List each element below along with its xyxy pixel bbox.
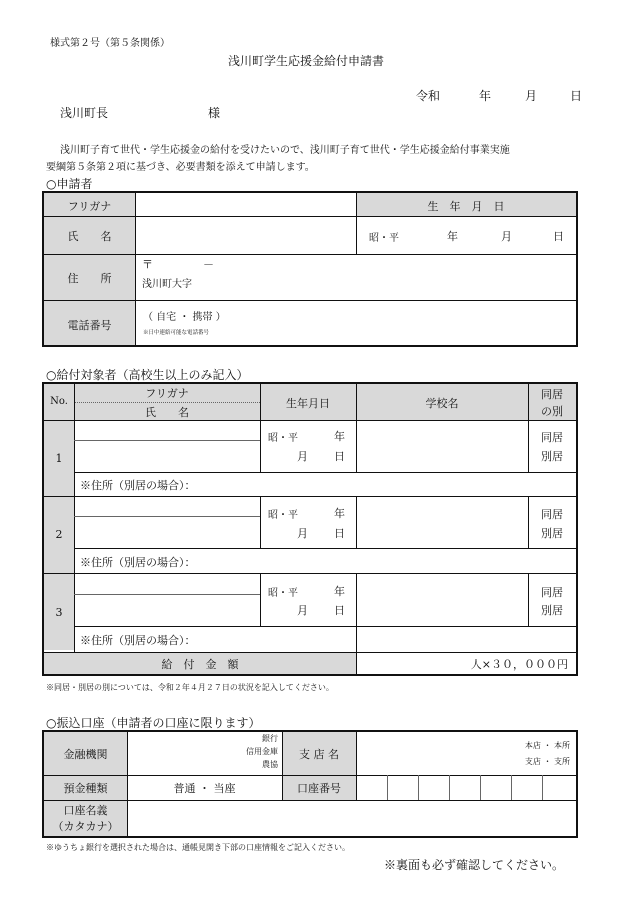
phone-note: ※日中連絡可能な電話番号 <box>143 330 210 336</box>
postal-mark: 〒 <box>142 258 153 271</box>
applicant-birth-era: 昭・平 <box>369 233 399 244</box>
recipient-birth-era: 昭・平 <box>268 588 298 599</box>
intro-line-1: 浅川町子育て世代・学生応援金の給付を受けたいので、浅川町子育て世代・学生応援金給付事業実施 <box>60 145 510 156</box>
recipient-birth-day: 日 <box>334 604 345 617</box>
addressee-name: 浅川町長 <box>60 106 109 120</box>
date-era: 令和 <box>416 89 441 103</box>
recipients-footnote: ※同居・別居の別については、令和２年４月２７日の状況を記入してください。 <box>46 683 334 692</box>
page-title: 浅川町学生応援金給付申請書 <box>228 54 385 68</box>
phone-options: （ 自宅 ・ 携帯 ） <box>143 312 226 323</box>
cohab-option[interactable]: 同居 <box>541 586 563 599</box>
applicant-birth-label: 生 年 月 日 <box>427 200 505 213</box>
institution-name-input[interactable] <box>129 734 199 772</box>
cohab-option[interactable]: 同居 <box>541 508 563 521</box>
amount-label: 給 付 金 額 <box>161 658 239 671</box>
holder-label-1: 口座名義 <box>63 804 108 817</box>
account-holder-input[interactable] <box>129 802 575 834</box>
recipient-address-note: ※住所（別居の場合）： <box>80 634 196 647</box>
date-month: 月 <box>525 89 538 103</box>
back-notice: ※裏面も必ず確認してください。 <box>384 858 565 872</box>
recipient-address-note: ※住所（別居の場合）： <box>80 556 196 569</box>
date-year: 年 <box>479 89 492 103</box>
applicant-birth-day: 日 <box>553 230 564 243</box>
recipient-no: 2 <box>55 528 63 541</box>
applicant-address-label: 住 所 <box>67 272 112 285</box>
amount-value: 人×３０，０００円 <box>470 658 568 671</box>
recipient-birth-year: 年 <box>334 585 345 598</box>
applicant-name-label: 氏 名 <box>67 230 112 243</box>
applicant-address-input[interactable] <box>220 258 570 296</box>
branch-type-main[interactable]: 本店 ・ 本所 <box>524 741 570 750</box>
institution-label: 金融機関 <box>63 748 108 761</box>
recipients-furigana-label: フリガナ <box>145 387 189 400</box>
recipient-birth-month: 月 <box>297 527 308 540</box>
postal-dash: － <box>203 258 214 271</box>
recipients-school-label: 学校名 <box>425 397 459 410</box>
recipient-birth-era: 昭・平 <box>268 433 298 444</box>
holder-label-2: （カタカナ） <box>52 820 119 833</box>
bank-footnote: ※ゆうちょ銀行を選択された場合は、通帳見開き下部の口座情報をご記入ください。 <box>46 843 350 852</box>
separate-option[interactable]: 別居 <box>541 527 563 540</box>
recipient-birth-year: 年 <box>334 430 345 443</box>
applicant-furigana-input[interactable] <box>137 195 355 215</box>
recipient-birth-era: 昭・平 <box>268 510 298 521</box>
address-prefix: 浅川町大字 <box>142 279 192 290</box>
recipients-heading: ○給付対象者（高校生以上のみ記入） <box>46 368 249 382</box>
account-type-label: 預金種類 <box>63 782 108 795</box>
institution-type-shinkin[interactable]: 信用金庫 <box>246 747 278 756</box>
recipient-no: 1 <box>55 452 63 465</box>
addressee-honorific: 様 <box>208 106 221 120</box>
recipient-birth-day: 日 <box>334 450 345 463</box>
recipients-birth-label: 生年月日 <box>286 397 330 410</box>
recipients-name-label: 氏 名 <box>145 406 189 419</box>
account-type-options[interactable]: 普通 ・ 当座 <box>173 782 236 795</box>
applicant-birth-month: 月 <box>501 230 512 243</box>
applicant-phone-label: 電話番号 <box>67 319 112 332</box>
recipients-cohab-label-1: 同居 <box>541 388 563 401</box>
applicant-birth-year: 年 <box>447 230 458 243</box>
separate-option[interactable]: 別居 <box>541 604 563 617</box>
account-number-label: 口座番号 <box>297 782 341 795</box>
bank-heading: ○振込口座（申請者の口座に限ります） <box>46 716 261 730</box>
institution-type-nokyo[interactable]: 農協 <box>262 760 278 769</box>
applicant-name-input[interactable] <box>137 218 355 253</box>
branch-label: 支 店 名 <box>299 748 339 761</box>
institution-type-bank[interactable]: 銀行 <box>262 734 278 743</box>
applicant-heading: ○申請者 <box>46 177 93 191</box>
branch-type-sub[interactable]: 支店 ・ 支所 <box>524 757 570 766</box>
recipient-address-note: ※住所（別居の場合）： <box>80 479 196 492</box>
account-number-input[interactable] <box>357 776 575 799</box>
recipient-birth-day: 日 <box>334 527 345 540</box>
no-label: No. <box>50 396 68 407</box>
applicant-furigana-label: フリガナ <box>67 200 112 213</box>
recipient-birth-year: 年 <box>334 507 345 520</box>
recipient-birth-month: 月 <box>297 450 308 463</box>
separate-option[interactable]: 別居 <box>541 450 563 463</box>
recipient-birth-month: 月 <box>297 604 308 617</box>
form-number: 様式第２号（第５条関係） <box>50 38 170 49</box>
recipients-cohab-label-2: の別 <box>541 405 563 418</box>
recipient-no: 3 <box>55 606 63 619</box>
applicant-phone-input[interactable] <box>260 304 570 342</box>
intro-line-2: 要綱第５条第２項に基づき、必要書類を添えて申請します。 <box>46 162 315 173</box>
date-day: 日 <box>570 89 583 103</box>
cohab-option[interactable]: 同居 <box>541 431 563 444</box>
